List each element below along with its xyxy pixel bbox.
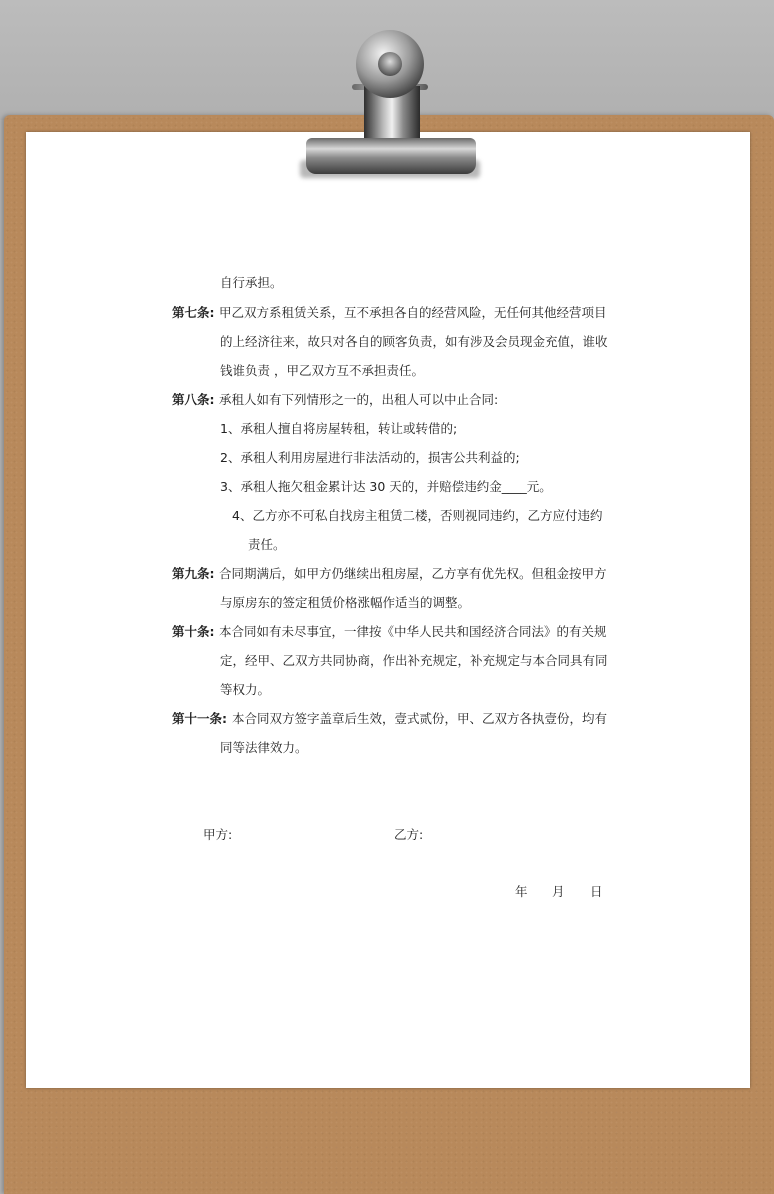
article-11-line-1: 本合同双方签字盖章后生效，壹式贰份，甲、乙双方各执壹份，均有 <box>232 711 608 726</box>
article-9-label: 第九条: <box>172 566 215 581</box>
article-10-line-1: 本合同如有未尽事宜，一律按《中华人民共和国经济合同法》的有关规 <box>219 624 607 639</box>
article-8-item-4: 4、乙方亦不可私自找房主租赁二楼，否则视同违约，乙方应付违约 <box>232 508 603 523</box>
article-8-label: 第八条: <box>172 392 215 407</box>
article-11-line-2: 同等法律效力。 <box>220 740 308 755</box>
document-page <box>26 132 750 1088</box>
article-8-line-1: 承租人如有下列情形之一的，出租人可以中止合同: <box>219 392 499 407</box>
article-7-line-2: 的上经济往来，故只对各自的顾客负责，如有涉及会员现金充值，谁收 <box>220 334 608 349</box>
article-10-line-2: 定，经甲、乙双方共同协商，作出补充规定，补充规定与本合同具有同 <box>220 653 608 668</box>
date-month: 月 <box>552 884 565 899</box>
continuation-line: 自行承担。 <box>220 275 283 290</box>
date-year: 年 <box>515 884 528 899</box>
party-b-label: 乙方: <box>394 827 424 842</box>
article-10-label: 第十条: <box>172 624 215 639</box>
background-wall <box>0 0 774 120</box>
article-7-label: 第七条: <box>172 305 215 320</box>
article-11-label: 第十一条: <box>172 711 227 726</box>
article-8-item-1: 1、承租人擅自将房屋转租，转让或转借的; <box>220 421 458 436</box>
article-7-line-3: 钱谁负责 ，甲乙双方互不承担责任。 <box>220 363 424 378</box>
article-10-line-3: 等权力。 <box>220 682 271 697</box>
article-7-line-1: 甲乙双方系租赁关系，互不承担各自的经营风险，无任何其他经营项目 <box>219 305 607 320</box>
article-8-item-3: 3、承租人拖欠租金累计达 30 天的，并赔偿违约金____元。 <box>220 479 552 494</box>
article-9-line-1: 合同期满后，如甲方仍继续出租房屋，乙方享有优先权。但租金按甲方 <box>219 566 607 581</box>
date-day: 日 <box>590 884 603 899</box>
article-8-item-4-cont: 责任。 <box>248 537 286 552</box>
party-a-label: 甲方: <box>203 827 233 842</box>
article-8-item-2: 2、承租人利用房屋进行非法活动的，损害公共利益的; <box>220 450 520 465</box>
article-9-line-2: 与原房东的签定租赁价格涨幅作适当的调整。 <box>220 595 471 610</box>
